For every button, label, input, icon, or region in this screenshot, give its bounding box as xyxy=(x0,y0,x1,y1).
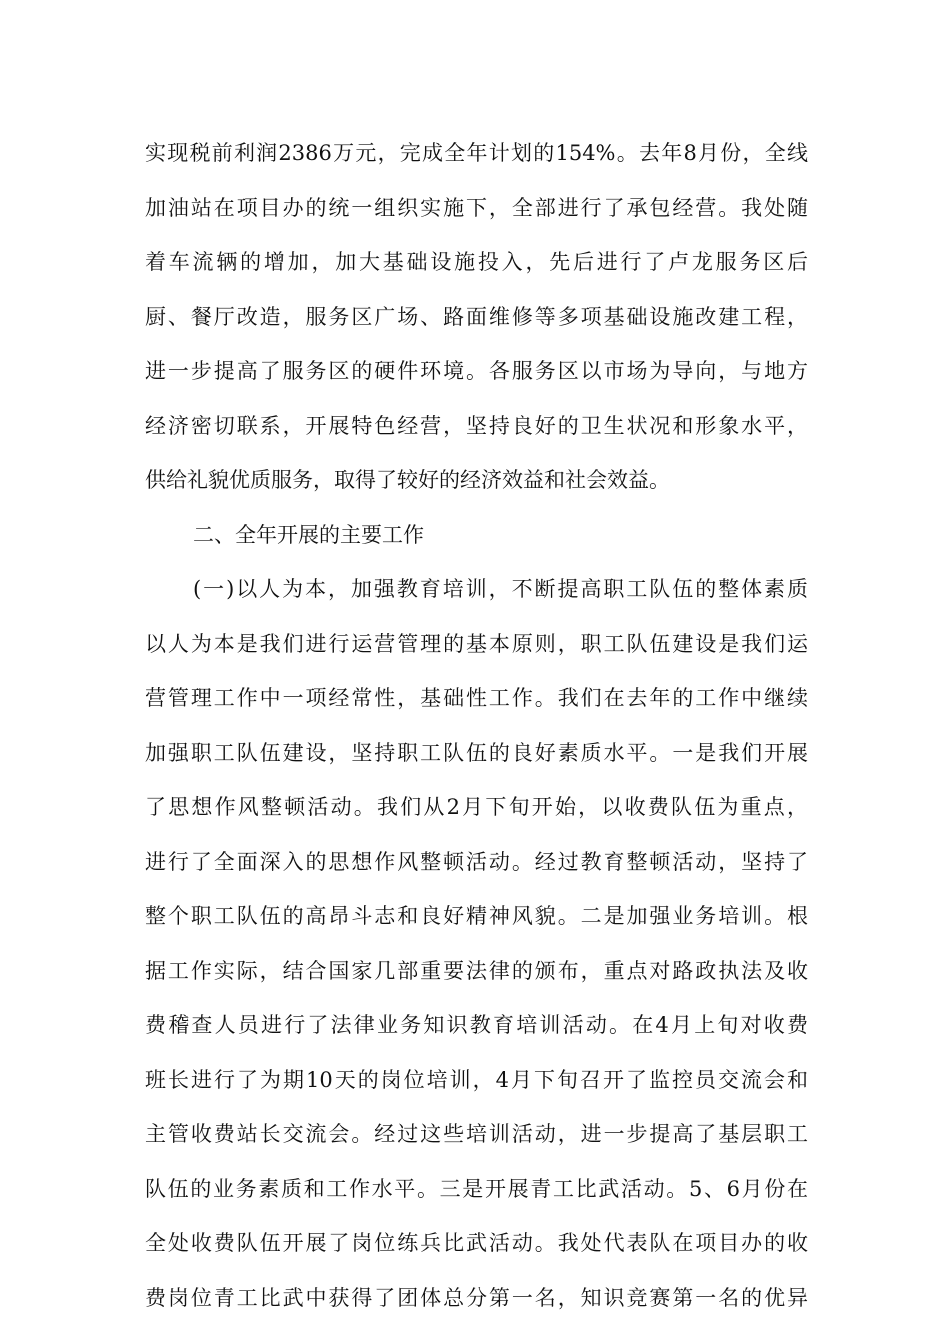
paragraph-line: 全处收费队伍开展了岗位练兵比武活动。我处代表队在项目办的收 xyxy=(145,1231,808,1255)
paragraph-line: 了思想作风整顿活动。我们从2月下旬开始，以收费队伍为重点， xyxy=(145,795,808,819)
section-heading: 二、全年开展的主要工作 xyxy=(193,522,424,547)
subsection-heading: (一)以人为本，加强教育培训，不断提高职工队伍的整体素质 xyxy=(193,577,808,601)
paragraph-line: 供给礼貌优质服务，取得了较好的经济效益和社会效益。 xyxy=(145,468,670,492)
paragraph-line: 班长进行了为期10天的岗位培训，4月下旬召开了监控员交流会和 xyxy=(145,1067,808,1092)
paragraph-line: 厨、餐厅改造，服务区广场、路面维修等多项基础设施改建工程， xyxy=(145,304,808,329)
paragraph-line: 整个职工队伍的高昂斗志和良好精神风貌。二是加强业务培训。根 xyxy=(145,904,808,928)
paragraph-line: 经济密切联系，开展特色经营，坚持良好的卫生状况和形象水平， xyxy=(145,413,808,438)
paragraph-line: 以人为本是我们进行运营管理的基本原则，职工队伍建设是我们运 xyxy=(145,631,808,656)
paragraph-line: 加强职工队伍建设，坚持职工队伍的良好素质水平。一是我们开展 xyxy=(145,740,808,765)
paragraph-line: 费稽查人员进行了法律业务知识教育培训活动。在4月上旬对收费 xyxy=(145,1013,808,1037)
paragraph-line: 进行了全面深入的思想作风整顿活动。经过教育整顿活动，坚持了 xyxy=(145,849,808,874)
paragraph-line: 加油站在项目办的统一组织实施下，全部进行了承包经营。我处随 xyxy=(145,195,808,220)
paragraph-line: 实现税前利润2386万元，完成全年计划的154%。去年8月份，全线 xyxy=(145,141,808,165)
paragraph-line: 主管收费站长交流会。经过这些培训活动，进一步提高了基层职工 xyxy=(145,1122,808,1146)
paragraph-line: 营管理工作中一项经常性，基础性工作。我们在去年的工作中继续 xyxy=(145,686,808,710)
paragraph-line: 着车流辆的增加，加大基础设施投入，先后进行了卢龙服务区后 xyxy=(145,250,808,274)
paragraph-line: 据工作实际，结合国家几部重要法律的颁布，重点对路政执法及收 xyxy=(145,958,808,983)
paragraph-line: 队伍的业务素质和工作水平。三是开展青工比武活动。5、6月份在 xyxy=(145,1176,808,1201)
paragraph-line: 进一步提高了服务区的硬件环境。各服务区以市场为导向，与地方 xyxy=(145,359,808,383)
body-text xyxy=(145,126,808,1325)
paragraph-line: 费岗位青工比武中获得了团体总分第一名，知识竞赛第一名的优异 xyxy=(145,1285,808,1310)
